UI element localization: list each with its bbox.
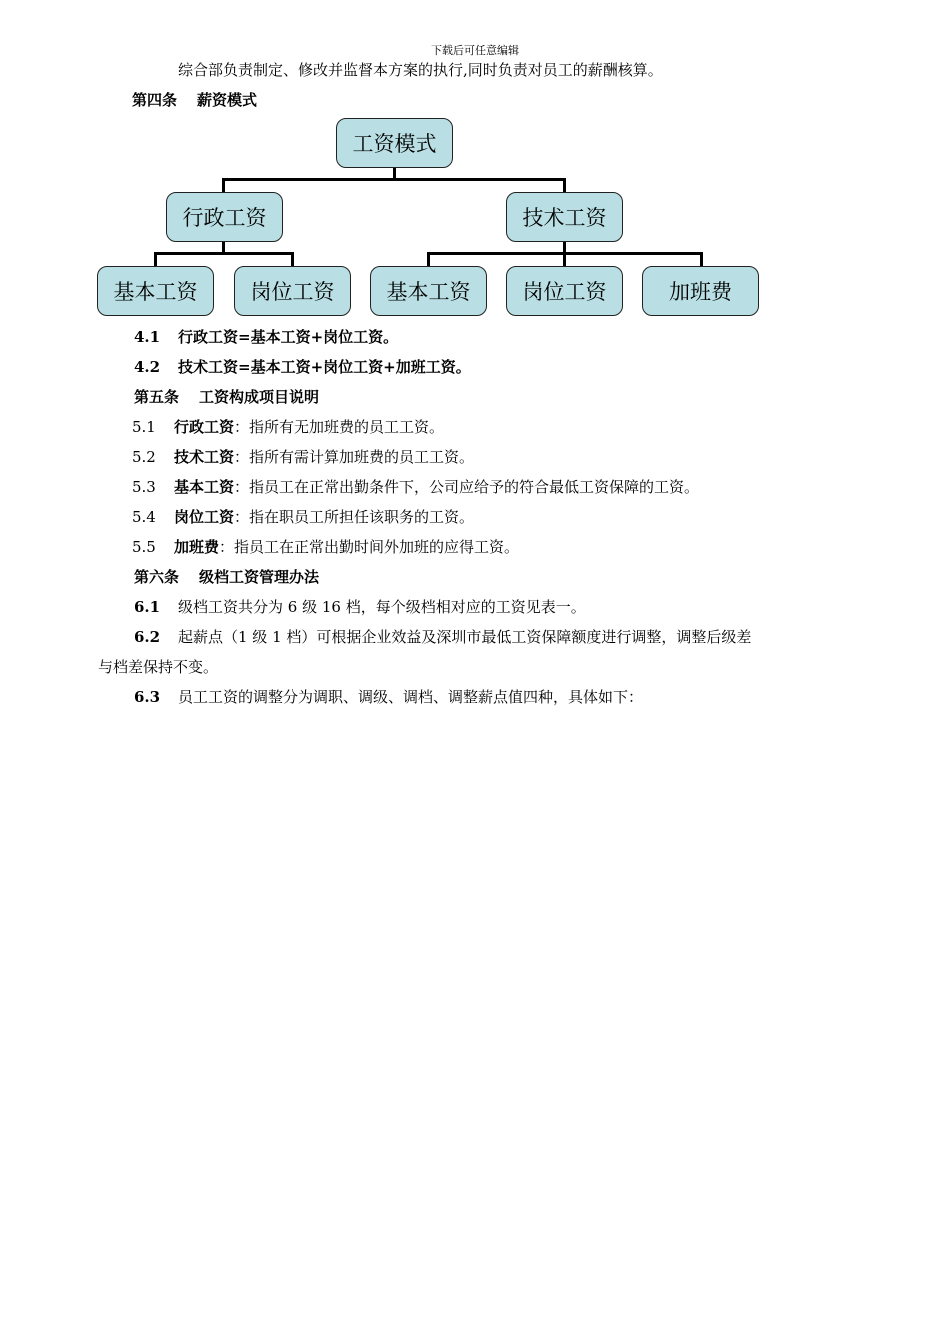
article-5-title: 工资构成项目说明 xyxy=(199,388,320,406)
connector-tech-down xyxy=(563,241,566,253)
formula-4-2-text: 技术工资=基本工资+岗位工资+加班工资。 xyxy=(178,358,471,376)
formula-4-1 xyxy=(134,327,398,347)
item-5-4-number: 5.4 xyxy=(132,508,156,526)
item-6-3-number: 6.3 xyxy=(134,688,161,706)
connector-admin-up xyxy=(222,178,225,193)
connector-admin-bar xyxy=(154,252,294,255)
item-5-2-term: 技术工资 xyxy=(174,448,235,466)
item-5-5 xyxy=(132,537,519,557)
article-5-label: 第五条 xyxy=(134,388,180,406)
item-6-3 xyxy=(134,687,643,707)
item-5-3-desc: ：指员工在正常出勤条件下，公司应给予的符合最低工资保障的工资。 xyxy=(234,478,700,496)
connector-tech-bar xyxy=(427,252,703,255)
item-6-2-continuation: 与档差保持不变。 xyxy=(98,658,219,676)
node-salary-model: 工资模式 xyxy=(336,118,453,168)
item-5-4 xyxy=(132,507,474,527)
item-5-5-desc: ：指员工在正常出勤时间外加班的应得工资。 xyxy=(219,538,520,556)
connector-root-down xyxy=(393,167,396,179)
connector-level1-bar xyxy=(222,178,566,181)
article-6-heading xyxy=(134,567,319,587)
article-6-title: 级档工资管理办法 xyxy=(199,568,320,586)
node-overtime-pay: 加班费 xyxy=(642,266,759,316)
header-note: 下载后可任意编辑 xyxy=(431,44,519,57)
article-4-heading xyxy=(132,90,257,110)
item-5-3 xyxy=(132,477,699,497)
item-6-2-number: 6.2 xyxy=(134,628,161,646)
formula-4-2-number: 4.2 xyxy=(134,358,161,376)
connector-tech-child-1 xyxy=(427,252,430,267)
item-5-4-desc: ：指在职员工所担任该职务的工资。 xyxy=(234,508,475,526)
node-admin-position-salary: 岗位工资 xyxy=(234,266,351,316)
item-5-2 xyxy=(132,447,474,467)
article-4-title: 薪资模式 xyxy=(197,91,258,109)
item-6-1-number: 6.1 xyxy=(134,598,161,616)
item-5-5-number: 5.5 xyxy=(132,538,156,556)
article-5-heading xyxy=(134,387,319,407)
item-5-1-term: 行政工资 xyxy=(174,418,235,436)
item-5-5-term: 加班费 xyxy=(174,538,220,556)
article-6-label: 第六条 xyxy=(134,568,180,586)
item-6-1-text: 级档工资共分为 6 级 16 档，每个级档相对应的工资见表一。 xyxy=(178,598,586,616)
item-5-2-desc: ：指所有需计算加班费的员工工资。 xyxy=(234,448,475,466)
item-6-2-text: 起薪点（1 级 1 档）可根据企业效益及深圳市最低工资保障额度进行调整，调整后级差 xyxy=(178,628,752,646)
connector-tech-child-3 xyxy=(700,252,703,267)
intro-paragraph: 综合部负责制定、修改并监督本方案的执行,同时负责对员工的薪酬核算。 xyxy=(178,61,663,79)
item-5-1 xyxy=(132,417,444,437)
connector-admin-child-2 xyxy=(291,252,294,267)
formula-4-2 xyxy=(134,357,471,377)
node-tech-salary: 技术工资 xyxy=(506,192,623,242)
node-tech-basic-salary: 基本工资 xyxy=(370,266,487,316)
connector-admin-down xyxy=(222,241,225,253)
node-admin-salary: 行政工资 xyxy=(166,192,283,242)
item-5-3-term: 基本工资 xyxy=(174,478,235,496)
connector-tech-child-2 xyxy=(563,252,566,267)
connector-admin-child-1 xyxy=(154,252,157,267)
formula-4-1-number: 4.1 xyxy=(134,328,161,346)
item-6-3-text: 员工工资的调整分为调职、调级、调档、调整薪点值四种，具体如下： xyxy=(178,688,644,706)
item-5-1-number: 5.1 xyxy=(132,418,156,436)
node-admin-basic-salary: 基本工资 xyxy=(97,266,214,316)
item-5-1-desc: ：指所有无加班费的员工工资。 xyxy=(234,418,445,436)
item-5-2-number: 5.2 xyxy=(132,448,156,466)
connector-tech-up xyxy=(563,178,566,193)
formula-4-1-text: 行政工资=基本工资+岗位工资。 xyxy=(178,328,399,346)
item-5-3-number: 5.3 xyxy=(132,478,156,496)
item-5-4-term: 岗位工资 xyxy=(174,508,235,526)
node-tech-position-salary: 岗位工资 xyxy=(506,266,623,316)
item-6-1 xyxy=(134,597,586,617)
article-4-label: 第四条 xyxy=(132,91,178,109)
item-6-2 xyxy=(134,627,751,647)
